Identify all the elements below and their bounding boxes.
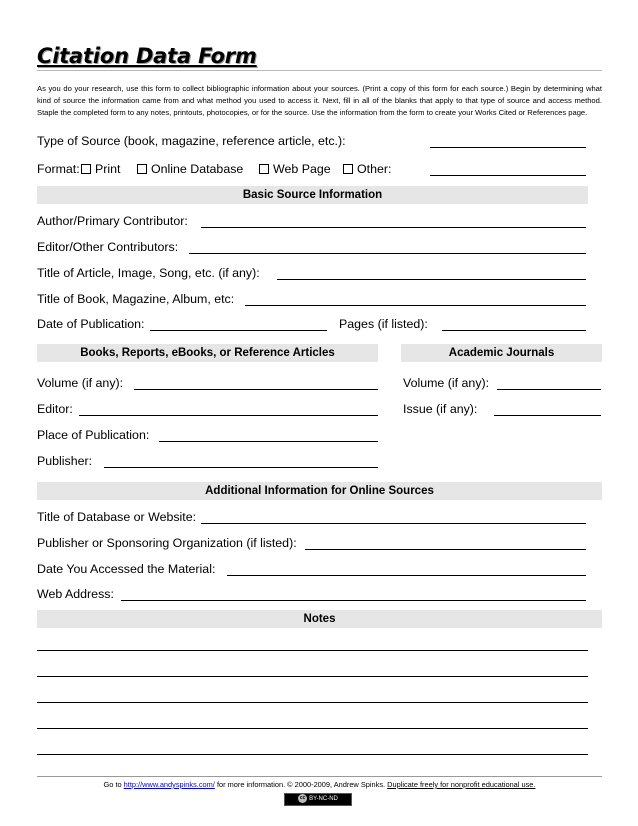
creative-commons-badge[interactable] bbox=[284, 793, 352, 806]
type-of-source-row bbox=[37, 134, 602, 150]
format-other-label: Other: bbox=[357, 162, 392, 176]
web-page-checkbox[interactable] bbox=[259, 164, 269, 174]
date-field[interactable] bbox=[150, 330, 327, 331]
footer-middle: for more information. © 2000-2009, Andrew Spinks. bbox=[216, 780, 386, 789]
author-label: Author/Primary Contributor: bbox=[37, 214, 188, 228]
print-checkbox[interactable] bbox=[81, 164, 91, 174]
type-of-source-label: Type of Source (book, magazine, reference article, etc.): bbox=[37, 134, 346, 148]
database-row bbox=[37, 510, 602, 526]
books-editor-field[interactable] bbox=[79, 415, 378, 416]
books-header: Books, Reports, eBooks, or Reference Articles bbox=[37, 344, 378, 362]
books-publisher-label: Publisher: bbox=[37, 454, 93, 468]
format-web-page-label: Web Page bbox=[273, 162, 331, 176]
format-online-database-label: Online Database bbox=[151, 162, 244, 176]
title-article-label: Title of Article, Image, Song, etc. (if any): bbox=[37, 266, 260, 280]
books-volume-row bbox=[37, 376, 602, 392]
format-other-field[interactable] bbox=[430, 175, 586, 176]
notes-line[interactable] bbox=[37, 702, 588, 703]
pages-field[interactable] bbox=[442, 330, 586, 331]
intro-paragraph: As you do your research, use this form to collect bibliographic information about your sources. (Print a copy of this form for each source.) Begin by determining what kind of source the information came from and what method you used to access it. Next, fill in all of the blanks that apply to that type of source and access method. Staple the completed form to any notes, printouts, photocopies, or for the source. Use the information from the form to create your Works Cited or References page. bbox=[37, 84, 602, 117]
cc-badge-text: BY-NC-ND bbox=[309, 796, 338, 803]
web-address-field[interactable] bbox=[121, 600, 586, 601]
database-label: Title of Database or Website: bbox=[37, 510, 197, 524]
books-editor-label: Editor: bbox=[37, 402, 73, 416]
journal-issue-field[interactable] bbox=[494, 415, 601, 416]
notes-line[interactable] bbox=[37, 728, 588, 729]
books-volume-label: Volume (if any): bbox=[37, 376, 124, 390]
journal-volume-label: Volume (if any): bbox=[403, 376, 490, 390]
books-editor-row bbox=[37, 402, 602, 418]
web-address-label: Web Address: bbox=[37, 587, 114, 601]
notes-line[interactable] bbox=[37, 676, 588, 677]
format-online-database-option[interactable] bbox=[137, 162, 243, 176]
format-other-option[interactable] bbox=[343, 162, 391, 176]
editor-row bbox=[37, 240, 602, 256]
format-print-option[interactable] bbox=[81, 162, 120, 176]
pages-label: Pages (if listed): bbox=[339, 317, 428, 331]
date-label: Date of Publication: bbox=[37, 317, 145, 331]
notes-line[interactable] bbox=[37, 754, 588, 755]
online-publisher-label: Publisher or Sponsoring Organization (if listed): bbox=[37, 536, 297, 550]
format-row bbox=[37, 162, 602, 178]
footer-link[interactable]: http://www.andyspinks.com/ bbox=[123, 780, 215, 789]
cc-icon: cc bbox=[299, 795, 306, 801]
title-book-label: Title of Book, Magazine, Album, etc: bbox=[37, 292, 235, 306]
online-database-checkbox[interactable] bbox=[137, 164, 147, 174]
footer bbox=[37, 780, 602, 789]
notes-line[interactable] bbox=[37, 650, 588, 651]
accessed-field[interactable] bbox=[227, 575, 586, 576]
books-publisher-field[interactable] bbox=[104, 467, 378, 468]
basic-source-header: Basic Source Information bbox=[37, 186, 588, 204]
title-book-field[interactable] bbox=[245, 305, 586, 306]
online-publisher-row bbox=[37, 536, 602, 552]
books-publisher-row bbox=[37, 454, 602, 470]
date-pages-row bbox=[37, 317, 602, 333]
type-of-source-field[interactable] bbox=[430, 147, 586, 148]
title-book-row bbox=[37, 292, 602, 308]
books-volume-field[interactable] bbox=[134, 389, 378, 390]
journals-header: Academic Journals bbox=[401, 344, 602, 362]
online-publisher-field[interactable] bbox=[305, 549, 586, 550]
web-address-row bbox=[37, 587, 602, 603]
journal-volume-field[interactable] bbox=[497, 389, 601, 390]
database-field[interactable] bbox=[201, 523, 586, 524]
footer-prefix: Go to bbox=[103, 780, 122, 789]
author-field[interactable] bbox=[201, 227, 586, 228]
footer-duplicate-note: Duplicate freely for nonprofit educational use. bbox=[387, 780, 536, 789]
online-header: Additional Information for Online Sources bbox=[37, 482, 602, 500]
journal-issue-label: Issue (if any): bbox=[403, 402, 478, 416]
books-place-field[interactable] bbox=[159, 441, 378, 442]
format-print-label: Print bbox=[95, 162, 121, 176]
accessed-row bbox=[37, 562, 602, 578]
author-row bbox=[37, 214, 602, 230]
title-divider bbox=[37, 70, 602, 71]
books-place-label: Place of Publication: bbox=[37, 428, 150, 442]
form-title: Citation Data Form bbox=[37, 44, 257, 68]
other-checkbox[interactable] bbox=[343, 164, 353, 174]
title-article-field[interactable] bbox=[277, 279, 586, 280]
title-article-row bbox=[37, 266, 602, 282]
editor-field[interactable] bbox=[189, 253, 586, 254]
footer-divider bbox=[37, 776, 602, 777]
accessed-label: Date You Accessed the Material: bbox=[37, 562, 216, 576]
format-web-page-option[interactable] bbox=[259, 162, 331, 176]
format-label: Format: bbox=[37, 162, 80, 176]
editor-label: Editor/Other Contributors: bbox=[37, 240, 179, 254]
books-place-row bbox=[37, 428, 602, 444]
notes-header: Notes bbox=[37, 610, 602, 628]
